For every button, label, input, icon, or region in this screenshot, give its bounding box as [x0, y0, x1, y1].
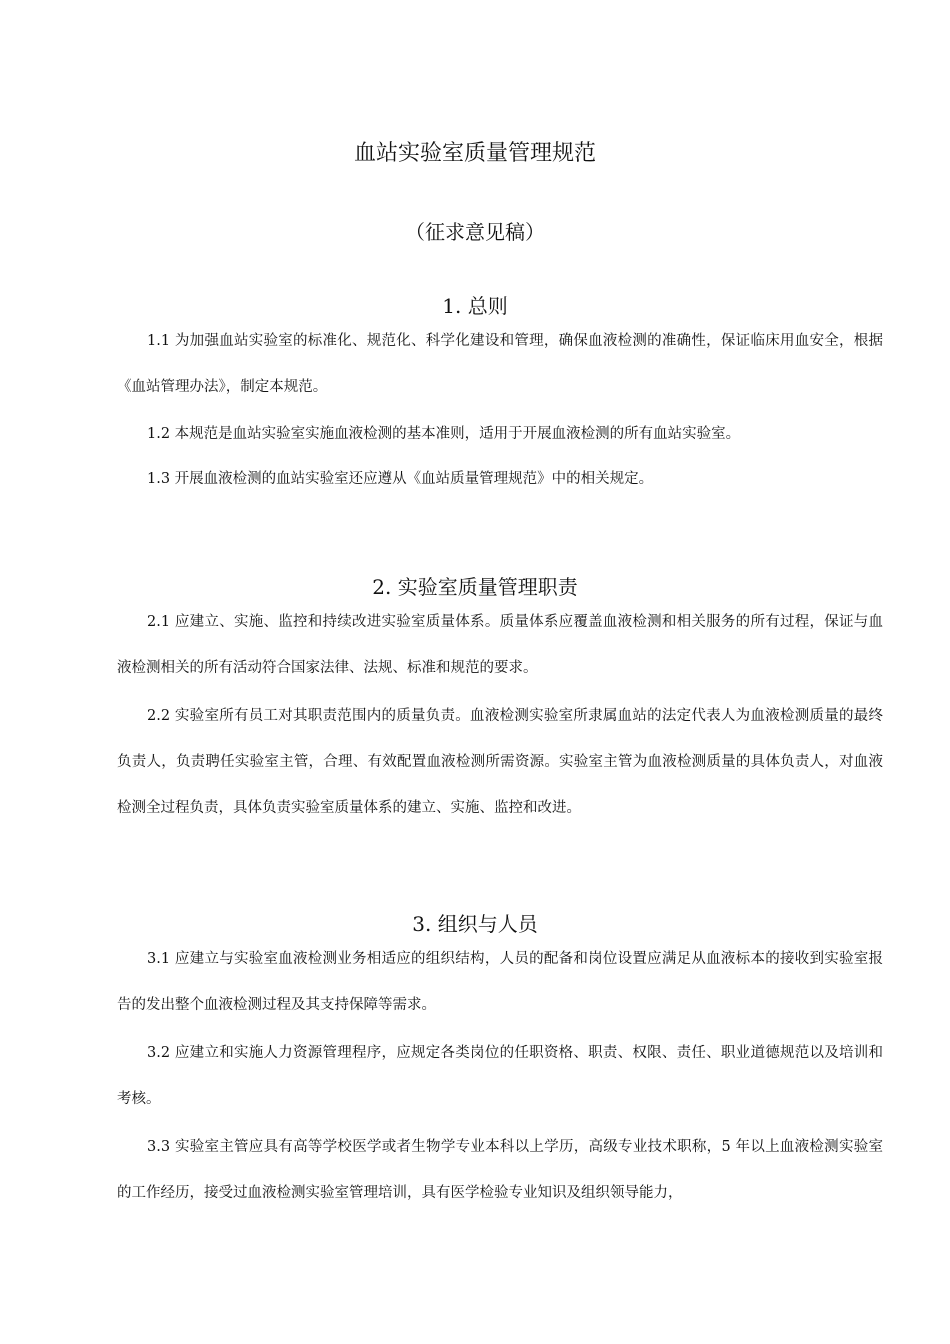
paragraph-3-2: 3.2 应建立和实施人力资源管理程序，应规定各类岗位的任职资格、职责、权限、责任、职业道德规范以及培训和考核。 — [117, 1045, 883, 1107]
paragraph-3-1: 3.1 应建立与实验室血液检测业务相适应的组织结构，人员的配备和岗位设置应满足从血液标本的接收到实验室报告的发出整个血液检测过程及其支持保障等需求。 — [117, 951, 883, 1013]
paragraph-3-3: 3.3 实验室主管应具有高等学校医学或者生物学专业本科以上学历，高级专业技术职称，5 年以上血液检测实验室的工作经历，接受过血液检测实验室管理培训，具有医学检验专业知识及组织领导能力， — [117, 1139, 883, 1201]
document-subtitle: （征求意见稿） — [405, 220, 545, 244]
document-title: 血站实验室质量管理规范 — [353, 141, 596, 166]
paragraph-1-2: 1.2 本规范是血站实验室实施血液检测的基本准则，适用于开展血液检测的所有血站实验室。 — [147, 426, 741, 442]
paragraph-2-2: 2.2 实验室所有员工对其职责范围内的质量负责。血液检测实验室所隶属血站的法定代表人为血液检测质量的最终负责人，负责聘任实验室主管，合理、有效配置血液检测所需资源。实验室主管为血液检测质量的具体负责人，对血液检测全过程负责，具体负责实验室质量体系的建立、实施、监控和改进。 — [117, 708, 883, 816]
section-heading-2: 2. 实验室质量管理职责 — [372, 575, 578, 599]
section-heading-1: 1. 总则 — [442, 294, 508, 318]
section-heading-3: 3. 组织与人员 — [412, 912, 538, 936]
paragraph-1-1: 1.1 为加强血站实验室的标准化、规范化、科学化建设和管理，确保血液检测的准确性，保证临床用血安全，根据《血站管理办法》，制定本规范。 — [117, 333, 883, 395]
paragraph-1-3: 1.3 开展血液检测的血站实验室还应遵从《血站质量管理规范》中的相关规定。 — [147, 471, 654, 487]
paragraph-2-1: 2.1 应建立、实施、监控和持续改进实验室质量体系。质量体系应覆盖血液检测和相关服务的所有过程，保证与血液检测相关的所有活动符合国家法律、法规、标准和规范的要求。 — [117, 614, 883, 676]
